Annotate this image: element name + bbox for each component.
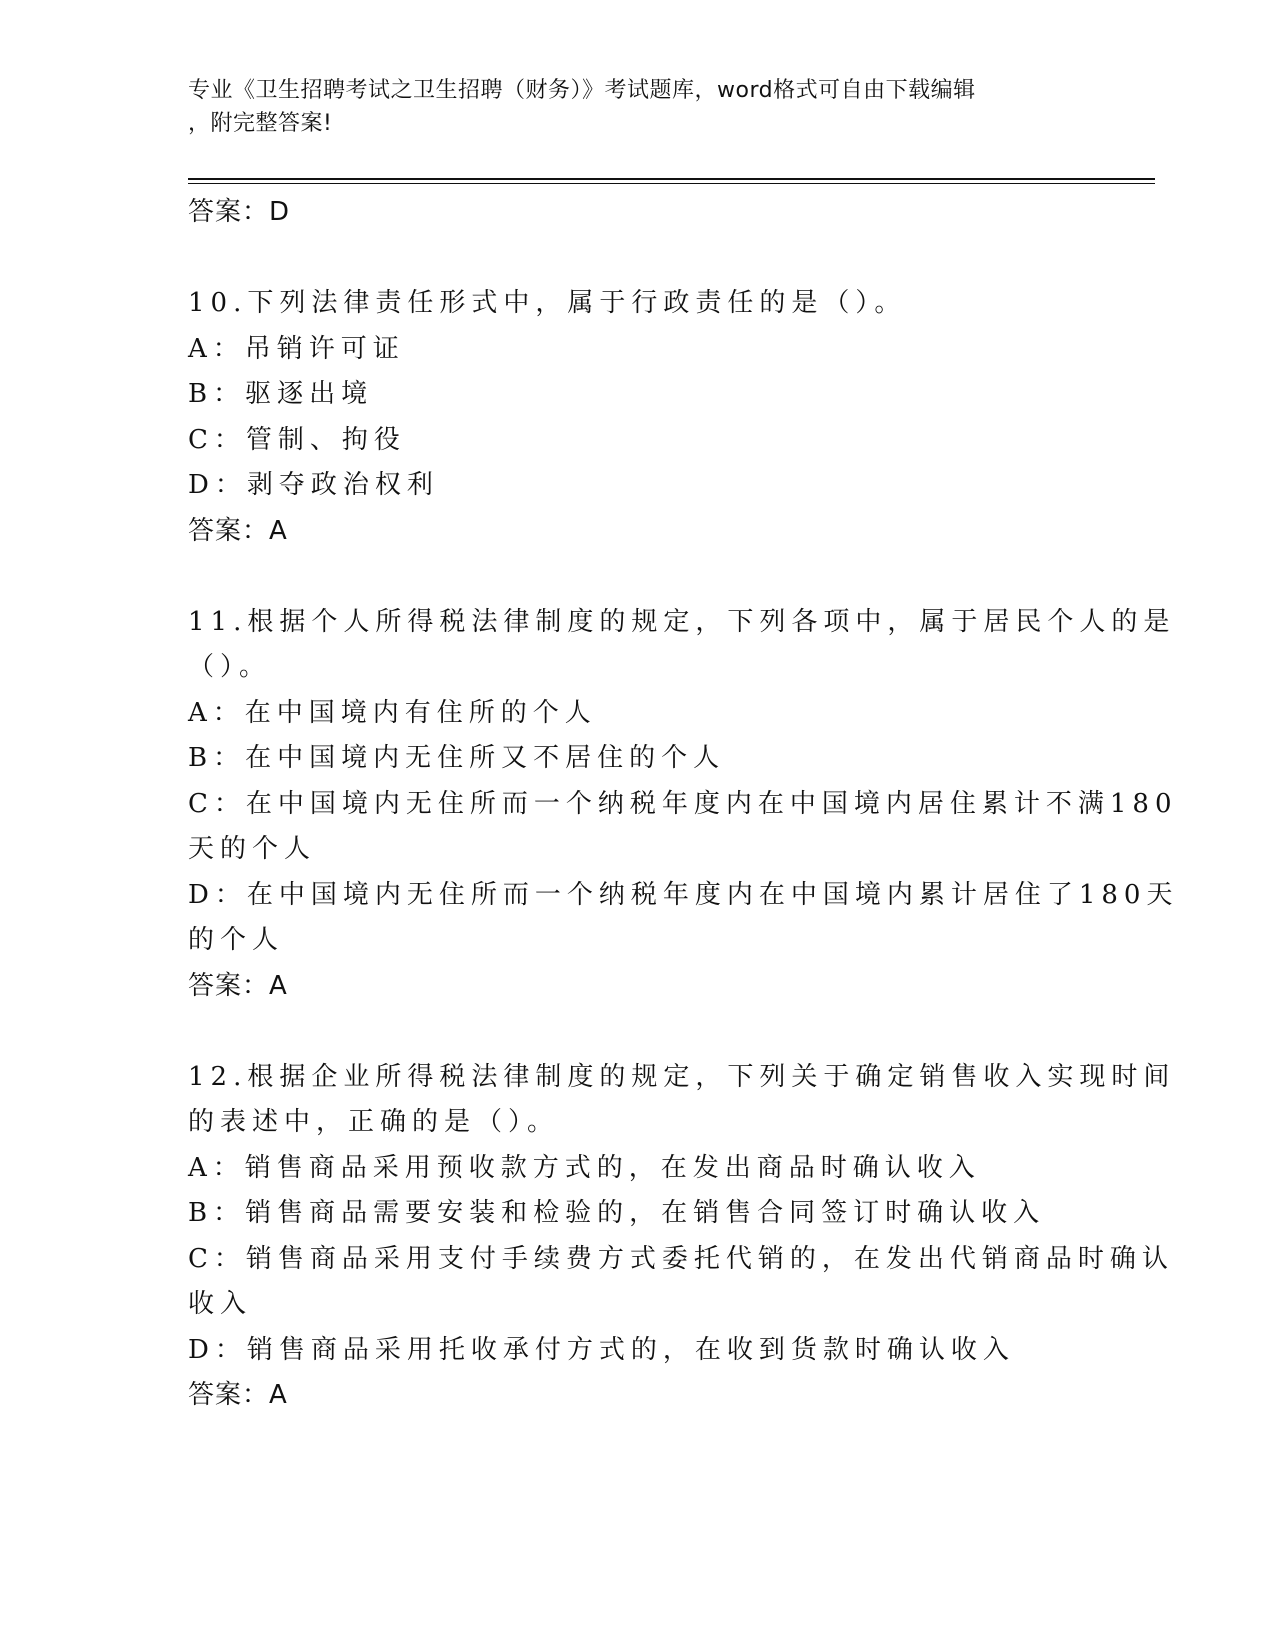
- option-d: D：剥夺政治权利: [188, 470, 439, 500]
- question-block: [188, 1055, 1176, 1419]
- answer: 答案：A: [188, 515, 288, 546]
- header-line-1: 专业《卫生招聘考试之卫生招聘（财务）》考试题库，word格式可自由下载编辑: [188, 78, 976, 103]
- option-d: D：销售商品采用托收承付方式的，在收到货款时确认收入: [188, 1334, 1015, 1365]
- spacer: [188, 236, 1088, 282]
- question-stem-continued: 的表述中，正确的是（）。: [188, 1107, 560, 1137]
- question-stem-continued: （）。: [188, 652, 272, 682]
- spacer: [188, 1009, 1088, 1055]
- question-stem: 12.根据企业所得税法律制度的规定，下列关于确定销售收入实现时间: [188, 1061, 1176, 1092]
- option-b: B：在中国境内无住所又不居住的个人: [188, 743, 726, 773]
- option-b: B：驱逐出境: [188, 379, 374, 409]
- option-c: C：销售商品采用支付手续费方式委托代销的，在发出代销商品时确认: [188, 1243, 1174, 1274]
- answer: 答案：A: [188, 970, 288, 1001]
- question-block: [188, 281, 1088, 554]
- header-divider-thin: [188, 183, 1155, 184]
- option-d-continued: 的个人: [188, 925, 285, 955]
- option-d: D：在中国境内无住所而一个纳税年度内在中国境内累计居住了180天: [188, 879, 1179, 910]
- question-list: [188, 190, 1179, 1419]
- option-a: A：销售商品采用预收款方式的，在发出商品时确认收入: [188, 1152, 981, 1183]
- option-c-continued: 天的个人: [188, 834, 317, 864]
- header-line-2: ，附完整答案!: [188, 111, 333, 136]
- document-header: [188, 74, 1088, 140]
- option-b: B：销售商品需要安装和检验的，在销售合同签订时确认收入: [188, 1198, 1046, 1228]
- option-a: A：吊销许可证: [188, 333, 405, 364]
- spacer: [188, 554, 1088, 600]
- question-stem: 11.根据个人所得税法律制度的规定，下列各项中，属于居民个人的是: [188, 606, 1176, 637]
- question-block: [188, 600, 1179, 1010]
- option-c: C：在中国境内无住所而一个纳税年度内在中国境内居住累计不满180: [188, 788, 1178, 819]
- option-a: A：在中国境内有住所的个人: [188, 697, 597, 728]
- previous-answer: 答案：D: [188, 197, 291, 227]
- header-divider-thick: [188, 178, 1155, 180]
- option-c-continued: 收入: [188, 1289, 253, 1319]
- option-c: C：管制、拘役: [188, 424, 406, 455]
- question-stem: 10.下列法律责任形式中，属于行政责任的是（）。: [188, 288, 907, 318]
- answer: 答案：A: [188, 1380, 288, 1410]
